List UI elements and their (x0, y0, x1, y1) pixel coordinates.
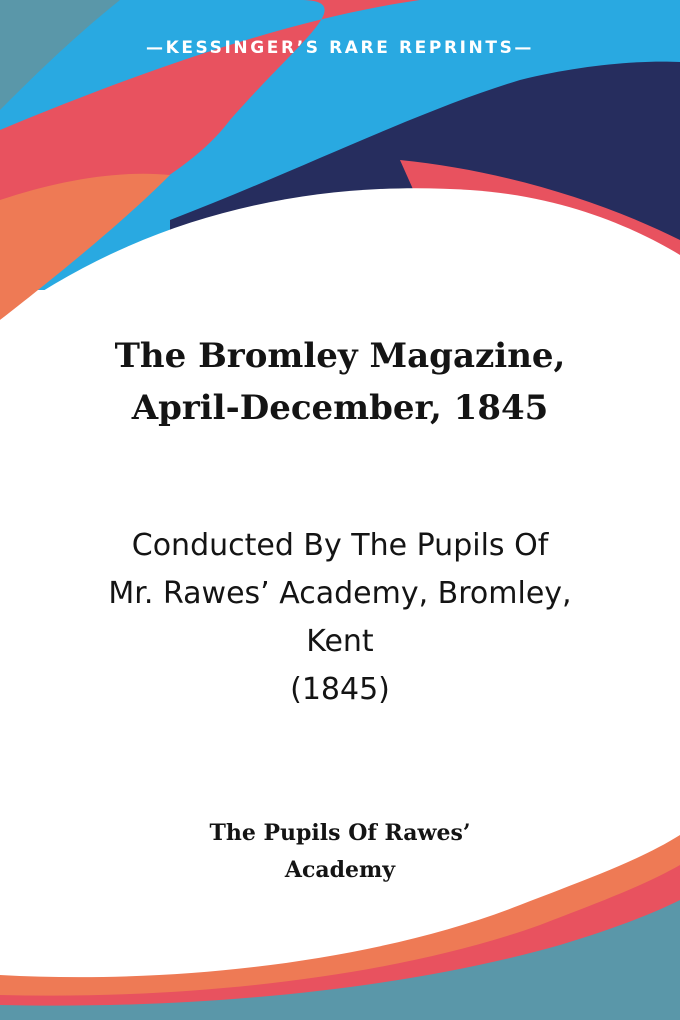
book-title-line: The Bromley Magazine, (114, 336, 566, 376)
book-title (40, 330, 640, 434)
book-subtitle (40, 522, 640, 714)
book-title-line: April-December, 1845 (131, 388, 549, 428)
publisher-banner: —KESSINGER’S RARE REPRINTS— (145, 38, 535, 58)
book-author (40, 815, 640, 889)
book-subtitle-line: Conducted By The Pupils Of (131, 528, 549, 563)
book-author-line: The Pupils Of Rawes’ (209, 820, 471, 846)
book-subtitle-line: Kent (306, 624, 374, 659)
book-subtitle-line: (1845) (290, 672, 390, 707)
book-author-line: Academy (284, 857, 396, 883)
book-subtitle-line: Mr. Rawes’ Academy, Bromley, (108, 576, 572, 611)
